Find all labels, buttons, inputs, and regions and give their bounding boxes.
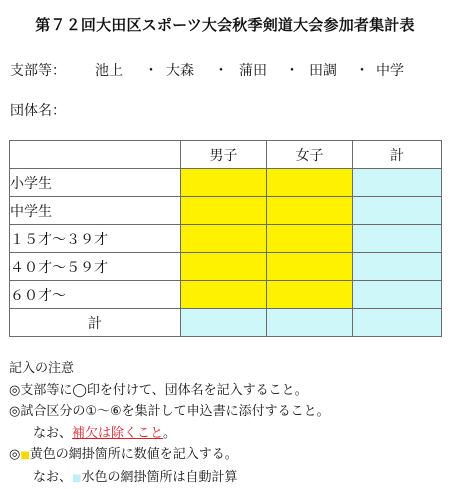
- female-count-cell[interactable]: [267, 253, 353, 281]
- table-total-row: [10, 309, 442, 337]
- female-count-cell[interactable]: [267, 281, 353, 309]
- branch-separator: ・: [285, 60, 299, 80]
- note-line: ◎試合区分の①〜⑥を集計して申込書に添付すること。: [9, 401, 449, 423]
- branch-option-omori[interactable]: 大森: [166, 60, 194, 80]
- header-female: 女子: [267, 141, 353, 169]
- grand-total-cell: [353, 309, 442, 337]
- row-total-cell: [353, 197, 442, 225]
- branch-option-chugaku[interactable]: 中学: [376, 60, 404, 80]
- header-total: 計: [353, 141, 442, 169]
- table-row: [10, 169, 442, 197]
- branch-separator: ・: [355, 60, 369, 80]
- female-count-cell[interactable]: [267, 197, 353, 225]
- row-total-cell: [353, 225, 442, 253]
- branch-label: 支部等：: [10, 60, 66, 80]
- note-line: [9, 444, 449, 467]
- row-total-cell: [353, 253, 442, 281]
- note-line: [9, 467, 449, 489]
- page-title: 第７２回大田区スポーツ大会秋季剣道大会参加者集計表: [0, 14, 450, 35]
- notes-heading: 記入の注意: [9, 358, 449, 380]
- male-count-cell[interactable]: [181, 281, 267, 309]
- male-count-cell[interactable]: [181, 169, 267, 197]
- total-row-label: 計: [10, 309, 181, 337]
- note-text: 水色の網掛箇所は自動計算: [81, 470, 237, 485]
- female-count-cell[interactable]: [267, 225, 353, 253]
- table-row: [10, 281, 442, 309]
- cyan-swatch-icon: ■: [72, 473, 81, 484]
- header-blank: [10, 141, 181, 169]
- header-male: 男子: [181, 141, 267, 169]
- male-count-cell[interactable]: [181, 253, 267, 281]
- note-text: 。: [163, 426, 176, 441]
- female-count-cell[interactable]: [267, 169, 353, 197]
- tally-table: [9, 140, 442, 337]
- table-row: [10, 253, 442, 281]
- note-text: なお、: [33, 470, 72, 485]
- emphasis-text: 補欠は除くこと: [72, 426, 163, 441]
- branch-option-ikegami[interactable]: 池上: [95, 60, 123, 80]
- row-label: １５才〜３９才: [10, 225, 181, 253]
- male-count-cell[interactable]: [181, 225, 267, 253]
- note-text: なお、: [33, 426, 72, 441]
- row-label: 中学生: [10, 197, 181, 225]
- male-total-cell: [181, 309, 267, 337]
- branch-separator: ・: [214, 60, 228, 80]
- yellow-swatch-icon: ■: [20, 450, 29, 461]
- row-label: ６０才〜: [10, 281, 181, 309]
- team-name-label: 団体名：: [10, 100, 66, 120]
- branch-option-chofu[interactable]: 田調: [309, 60, 337, 80]
- table-row: [10, 197, 442, 225]
- branch-selector: [10, 60, 440, 80]
- instructions: [9, 358, 449, 489]
- row-label: ４０才〜５９才: [10, 253, 181, 281]
- table-header-row: [10, 141, 442, 169]
- note-text: 黄色の網掛箇所に数値を記入する。: [30, 447, 238, 462]
- row-total-cell: [353, 169, 442, 197]
- branch-option-kamata[interactable]: 蒲田: [239, 60, 267, 80]
- row-total-cell: [353, 281, 442, 309]
- note-line: ◎支部等に◯印を付けて、団体名を記入すること。: [9, 380, 449, 402]
- branch-separator: ・: [144, 60, 158, 80]
- female-total-cell: [267, 309, 353, 337]
- note-mark: ◎: [9, 447, 20, 462]
- row-label: 小学生: [10, 169, 181, 197]
- table-row: [10, 225, 442, 253]
- male-count-cell[interactable]: [181, 197, 267, 225]
- note-line: [9, 423, 449, 445]
